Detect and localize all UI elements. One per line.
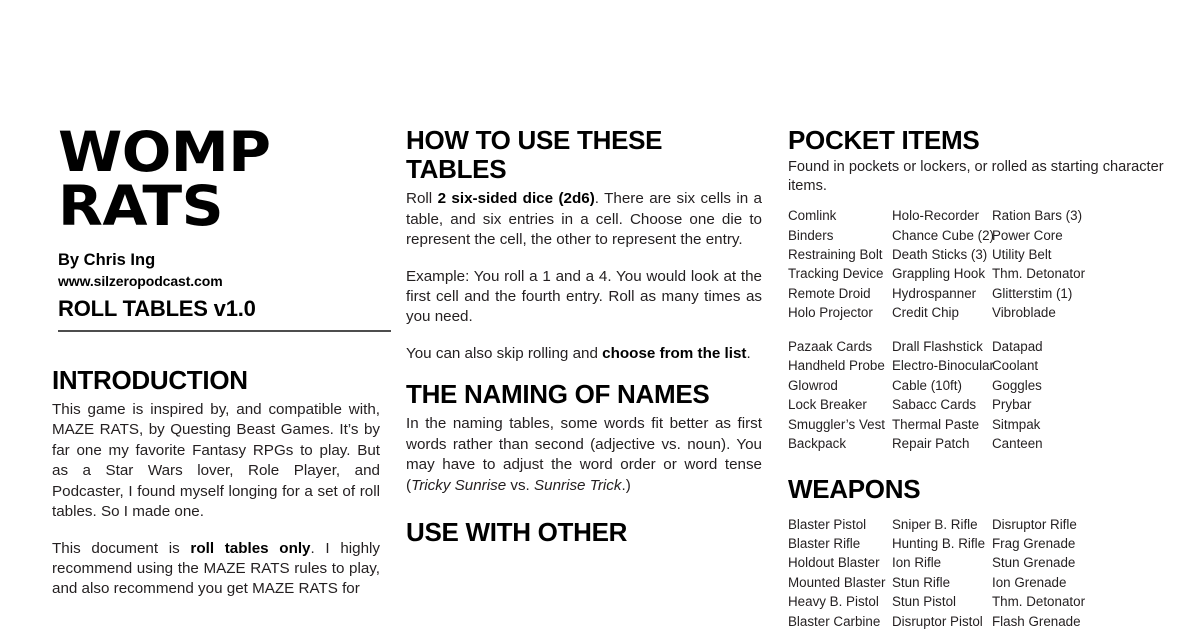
item-cell: Death Sticks (3) <box>892 247 988 263</box>
left-column <box>0 0 398 630</box>
item-cell: Pazaak Cards <box>788 338 873 354</box>
item-cell: Hunting B. Rifle <box>892 535 986 551</box>
masthead-title-line-1: WOMP <box>58 120 271 184</box>
item-cell: Flash Grenade <box>992 613 1081 629</box>
title-divider <box>58 330 391 332</box>
version-title: ROLL TABLES v1.0 <box>58 296 256 322</box>
how-to-use-paragraph-1 <box>406 189 762 250</box>
item-cell: Sabacc Cards <box>892 397 977 413</box>
item-cell: Blaster Rifle <box>788 535 861 551</box>
how-to-use-paragraph-3 <box>406 344 762 364</box>
item-cell: Stun Pistol <box>892 594 957 610</box>
naming-post: .) <box>621 476 631 494</box>
website-url: www.silzeropodcast.com <box>58 272 223 289</box>
item-cell: Canteen <box>992 435 1043 451</box>
intro-p2-pre: This document is <box>52 539 191 557</box>
introduction-paragraph-1: This game is inspired by, and compatible with, MAZE RATS, by Questing Beast Games. It’s by far one my favorite Fantasy RPGs to play. But as a Star Wars lover, Role Player, and Podcaster, I found myself longing for a set of roll tables. So I made one. <box>52 400 380 521</box>
how-to-use-paragraph-2: Example: You roll a 1 and a 4. You would look at the first cell and the fourth entry. Roll as many times as you need. <box>406 267 762 326</box>
howto-p3-bold: choose from the list <box>602 344 747 362</box>
item-cell: Smuggler’s Vest <box>788 416 886 432</box>
item-cell: Blaster Carbine <box>788 613 881 629</box>
item-cell: Lock Breaker <box>788 397 867 413</box>
item-cell: Sitmpak <box>992 416 1041 432</box>
item-cell: Thermal Paste <box>892 416 980 432</box>
item-cell: Ration Bars (3) <box>992 208 1083 224</box>
item-cell: Disruptor Pistol <box>892 613 983 629</box>
weapons-grid-block-1 <box>788 515 1180 630</box>
heading-the-naming-of-names: THE NAMING OF NAMES <box>406 379 710 410</box>
item-cell: Tracking Device <box>788 266 884 282</box>
item-cell: Holo Projector <box>788 305 873 321</box>
heading-use-with-other: USE WITH OTHER <box>406 517 628 548</box>
howto-p1-post: . There are six cells in a table, and six entries in a cell. Choose one die to represent the cell, the other to represent the entry. <box>406 190 762 249</box>
item-cell: Disruptor Rifle <box>992 516 1077 532</box>
pocket-items-grid-block-2 <box>788 337 1180 454</box>
naming-italic-1: Tricky Sunrise <box>411 476 507 494</box>
item-cell: Thm. Detonator <box>992 594 1086 610</box>
item-cell: Frag Grenade <box>992 535 1076 551</box>
right-column <box>780 0 1200 630</box>
item-cell: Goggles <box>992 377 1042 393</box>
item-cell: Repair Patch <box>892 435 970 451</box>
item-cell: Credit Chip <box>892 305 959 321</box>
item-cell: Prybar <box>992 397 1032 413</box>
introduction-paragraph-2 <box>52 539 380 600</box>
item-cell: Backpack <box>788 435 847 451</box>
item-cell: Electro-Binocular <box>892 358 994 374</box>
masthead-title-line-2: RATS <box>58 173 224 238</box>
howto-p3-pre: You can also skip rolling and <box>406 344 603 362</box>
item-cell: Hydrospanner <box>892 285 977 301</box>
intro-p2-bold: roll tables only <box>190 539 311 557</box>
item-cell: Holdout Blaster <box>788 555 880 571</box>
item-cell: Remote Droid <box>788 285 871 301</box>
item-cell: Vibroblade <box>992 305 1056 321</box>
item-cell: Blaster Pistol <box>788 516 867 532</box>
item-cell: Cable (10ft) <box>892 377 962 393</box>
item-cell: Utility Belt <box>992 247 1052 263</box>
item-cell: Ion Grenade <box>992 574 1067 590</box>
heading-introduction: INTRODUCTION <box>52 364 248 395</box>
item-cell: Mounted Blaster <box>788 574 886 590</box>
item-cell: Comlink <box>788 208 837 224</box>
item-cell: Stun Rifle <box>892 574 951 590</box>
heading-how-to-use-these-tables: HOW TO USE THESE TABLES <box>406 125 663 185</box>
item-cell: Restraining Bolt <box>788 247 883 263</box>
masthead-title <box>58 120 398 238</box>
naming-of-names-paragraph <box>406 414 762 496</box>
item-cell: Chance Cube (2) <box>892 227 994 243</box>
item-cell: Heavy B. Pistol <box>788 594 879 610</box>
item-cell: Ion Rifle <box>892 555 942 571</box>
heading-pocket-items: POCKET ITEMS <box>788 125 980 155</box>
item-cell: Glitterstim (1) <box>992 285 1073 301</box>
item-cell: Grappling Hook <box>892 266 986 282</box>
pocket-items-description: Found in pockets or lockers, or rolled as starting character items. <box>788 159 1164 194</box>
item-cell: Power Core <box>992 227 1063 243</box>
naming-italic-2: Sunrise Trick <box>534 476 622 494</box>
howto-p3-post: . <box>746 344 751 362</box>
naming-pre: In the naming tables, some words fit better as first words rather than second (adjective vs. noun). You may have to adjust the word order or word tense ( <box>406 415 762 494</box>
author-byline: By Chris Ing <box>58 250 156 269</box>
intro-p2-post: . I highly recommend using the MAZE RATS rules to play, and also recommend you get MAZE RATS for <box>52 539 380 598</box>
heading-weapons: WEAPONS <box>788 474 921 505</box>
item-cell: Drall Flashstick <box>892 338 983 354</box>
item-cell: Handheld Probe <box>788 358 885 374</box>
howto-p1-bold: 2 six-sided dice (2d6) <box>437 190 595 208</box>
item-cell: Coolant <box>992 358 1039 374</box>
item-cell: Holo-Recorder <box>892 208 980 224</box>
item-cell: Sniper B. Rifle <box>892 516 978 532</box>
howto-p1-pre: Roll <box>406 190 438 208</box>
item-cell: Glowrod <box>788 377 838 393</box>
middle-column <box>398 0 780 630</box>
pocket-items-grid-block-1 <box>788 206 1180 323</box>
item-cell: Thm. Detonator <box>992 266 1086 282</box>
item-cell: Datapad <box>992 338 1043 354</box>
item-cell: Binders <box>788 227 834 243</box>
naming-mid: vs. <box>506 476 534 494</box>
item-cell: Stun Grenade <box>992 555 1076 571</box>
